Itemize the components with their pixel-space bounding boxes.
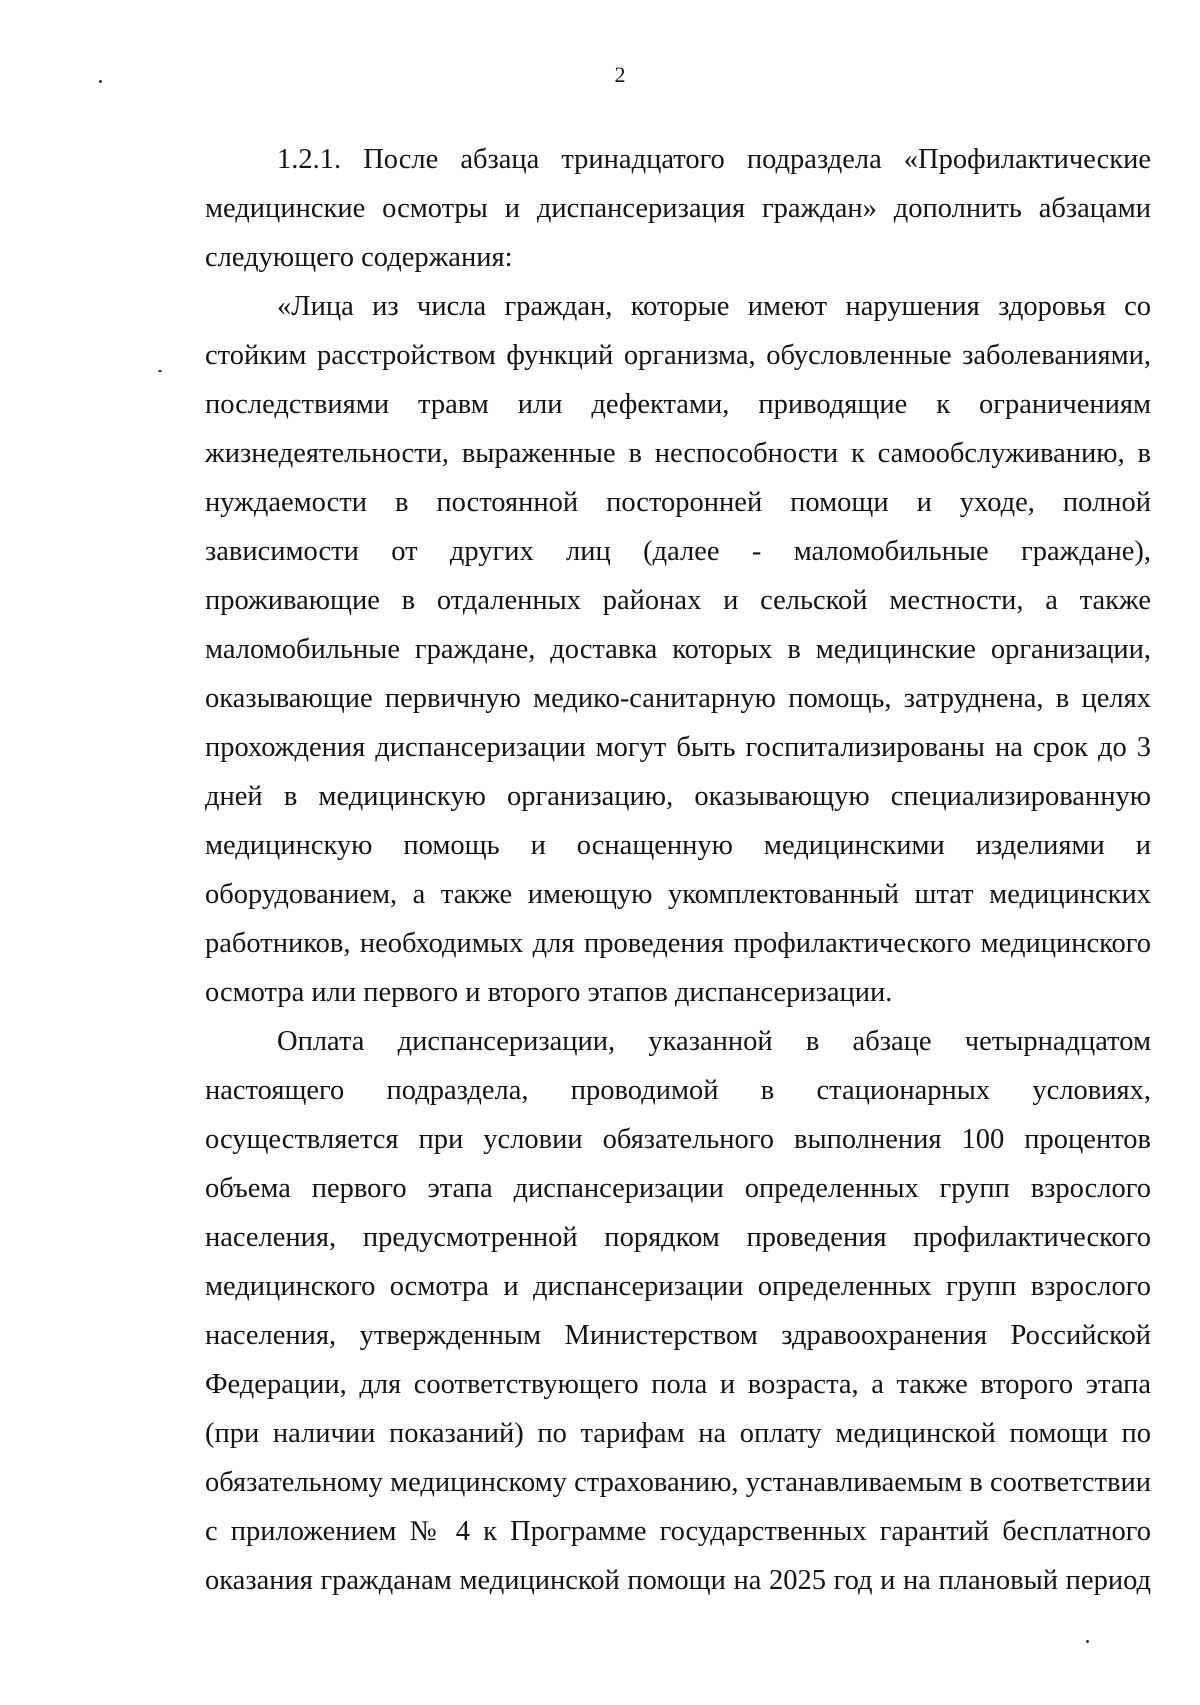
scan-speck <box>99 80 102 83</box>
scan-speck <box>158 370 162 372</box>
paragraph-low-mobility-citizens: «Лица из числа граждан, которые имеют нарушения здоровья со стойким расстройством функций организма, обусловленные заболеваниями, последствиями травм или дефектами, приводящие к ограничениям жизнедеятельности, выраженные в неспособности к самообслуживанию, в нуждаемости в постоянной посторонней помощи и уходе, полной зависимости от других лиц (далее - маломобильные граждане), проживающие в отдаленных районах и сельской местности, а также маломобильные граждане, доставка которых в медицинские организации, оказывающие первичную медико-санитарную помощь, затруднена, в целях прохождения диспансеризации могут быть госпитализированы на срок до 3 дней в медицинскую организацию, оказывающую специализированную медицинскую помощь и оснащенную медицинскими изделиями и оборудованием, а также имеющую укомплектованный штат медицинских работников, необходимых для проведения профилактического медицинского осмотра или первого и второго этапов диспансеризации. <box>205 291 1151 1008</box>
paragraph-amendment-intro: 1.2.1. После абзаца тринадцатого подраздела «Профилактические медицинские осмотры и диспансеризация граждан» дополнить абзацами следующего содержания: <box>205 144 1151 273</box>
paragraph-payment: Оплата диспансеризации, указанной в абзаце четырнадцатом настоящего подраздела, проводимой в стационарных условиях, осуществляется при условии обязательного выполнения 100 процентов объема первого этапа диспансеризации определенных групп взрослого населения, предусмотренной порядком проведения профилактического медицинского осмотра и диспансеризации определенных групп взрослого населения, утвержденным Министерством здравоохранения Российской Федерации, для соответствующего пола и возраста, а также второго этапа (при наличии показаний) по тарифам на оплату медицинской помощи по обязательному медицинскому страхованию, устанавливаемым в соответствии с приложением № 4 к Программе государственных гарантий бесплатного оказания гражданам медицинской помощи на 2025 год и на плановый период <box>205 1026 1151 1596</box>
document-body <box>205 135 1151 1605</box>
page-number: 2 <box>614 62 626 87</box>
scan-speck <box>1086 1640 1089 1643</box>
